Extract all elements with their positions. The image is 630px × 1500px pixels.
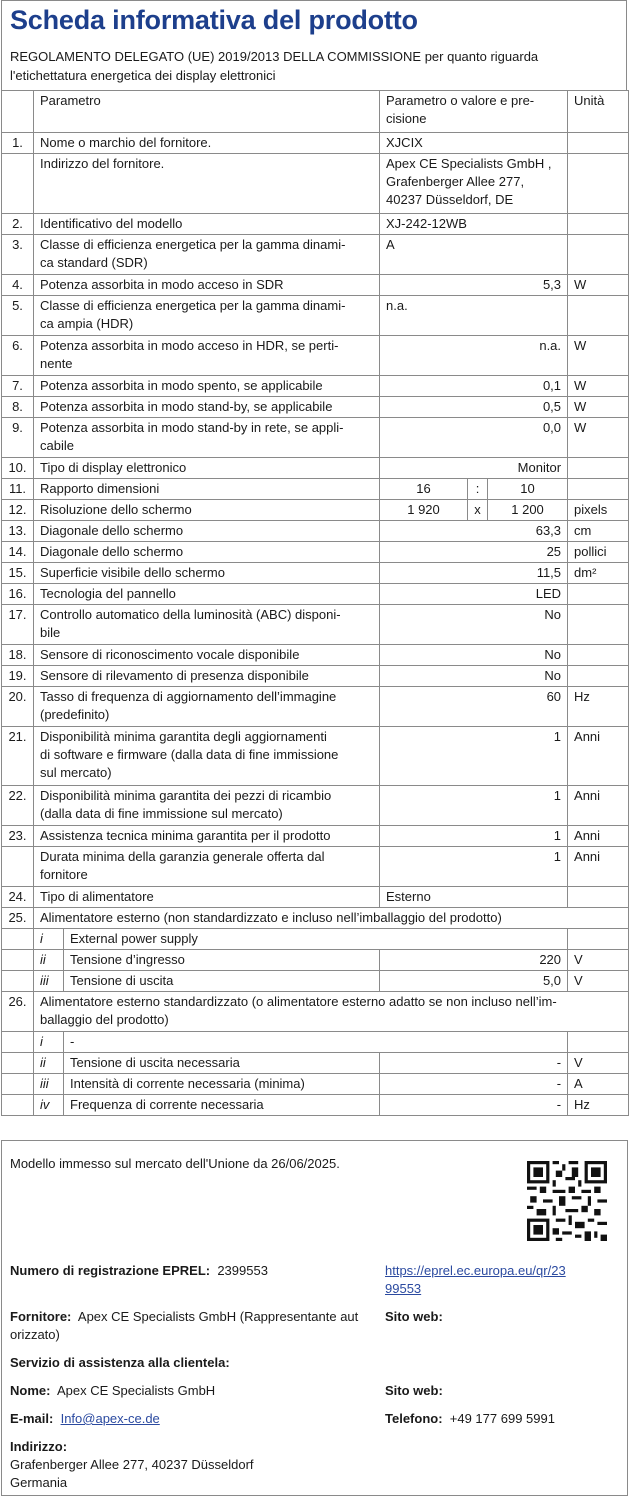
table-row: 26. Alimentatore esterno standardizzato (o alimentatore esterno adatto se non incluso nell’im- ballaggio del prodotto): [2, 992, 629, 1032]
table-row: 23. Assistenza tecnica minima garantita per il prodotto 1 Anni: [2, 826, 629, 847]
table-row: 18. Sensore di riconoscimento vocale disponibile No: [2, 645, 629, 666]
table-row: iv Frequenza di corrente necessaria - Hz: [2, 1095, 629, 1116]
parameters-table: [1, 90, 629, 1116]
market-date-text: Modello immesso sul mercato dell'Unione da 26/06/2025.: [10, 1156, 340, 1171]
table-row: 24. Tipo di alimentatore Esterno: [2, 887, 629, 908]
eprel-link[interactable]: https://eprel.ec.europa.eu/qr/23 99553: [385, 1263, 566, 1296]
table-row: 25. Alimentatore esterno (non standardizzato e incluso nell’imballaggio del prodotto): [2, 908, 629, 929]
table-row: 4. Potenza assorbita in modo acceso in SDR 5,3 W: [2, 275, 629, 296]
eprel-registration: Numero di registrazione EPREL: 2399553: [10, 1263, 268, 1278]
qr-code-icon[interactable]: [527, 1161, 607, 1241]
supplier-info: Fornitore: Apex CE Specialists GmbH (Rappresentante aut orizzato): [10, 1309, 359, 1342]
service-address: Indirizzo: Grafenberger Allee 277, 40237 Düsseldorf Germania: [10, 1439, 254, 1490]
supplier-info-box: [1, 1140, 628, 1496]
column-header-parameter: Parametro: [34, 91, 380, 133]
email-link[interactable]: Info@apex-ce.de: [60, 1411, 160, 1426]
table-row: Indirizzo del fornitore. Apex CE Specialists GmbH , Grafenberger Allee 277, 40237 Düsseldorf, DE: [2, 154, 629, 214]
page-title: Scheda informativa del prodotto: [10, 5, 418, 35]
supplier-website-label: Sito web:: [385, 1309, 443, 1324]
table-row: Durata minima della garanzia generale offerta dal fornitore 1 Anni: [2, 847, 629, 887]
table-row: 21. Disponibilità minima garantita degli aggiornamenti di software e firmware (dalla data di fine immissione sul mercato) 1 Anni: [2, 727, 629, 786]
regulation-subtitle: REGOLAMENTO DELEGATO (UE) 2019/2013 DELLA COMMISSIONE per quanto riguarda l'etichettatura energetica dei display elettronici: [10, 49, 539, 83]
table-row: 9. Potenza assorbita in modo stand-by in rete, se appli- cabile 0,0 W: [2, 418, 629, 458]
table-row: 11. Rapporto dimensioni 16 : 10: [2, 479, 629, 500]
table-row: 6. Potenza assorbita in modo acceso in HDR, se perti- nente n.a. W: [2, 336, 629, 376]
service-email: E-mail: Info@apex-ce.de: [10, 1411, 160, 1426]
table-header-row: [2, 91, 629, 133]
table-row: 10. Tipo di display elettronico Monitor: [2, 458, 629, 479]
sheet-header: [1, 0, 627, 90]
column-header-value: Parametro o valore e pre- cisione: [380, 91, 568, 133]
table-row: i External power supply: [2, 929, 629, 950]
table-row: 7. Potenza assorbita in modo spento, se applicabile 0,1 W: [2, 376, 629, 397]
table-row: 16. Tecnologia del pannello LED: [2, 584, 629, 605]
table-row: iii Intensità di corrente necessaria (minima) - A: [2, 1074, 629, 1095]
table-row: ii Tensione di uscita necessaria - V: [2, 1053, 629, 1074]
table-row: 2. Identificativo del modello XJ-242-12WB: [2, 214, 629, 235]
service-website-label: Sito web:: [385, 1383, 443, 1398]
table-row: 20. Tasso di frequenza di aggiornamento dell’immagine (predefinito) 60 Hz: [2, 687, 629, 727]
supplier-address-value: Apex CE Specialists GmbH , Grafenberger Allee 277, 40237 Düsseldorf, DE: [380, 154, 568, 214]
table-row: 19. Sensore di rilevamento di presenza disponibile No: [2, 666, 629, 687]
table-row: 3. Classe di efficienza energetica per la gamma dinami- ca standard (SDR) A: [2, 235, 629, 275]
table-row: 1. Nome o marchio del fornitore. XJCIX: [2, 133, 629, 154]
service-phone: Telefono: +49 177 699 5991: [385, 1411, 555, 1426]
customer-service-heading: Servizio di assistenza alla clientela:: [10, 1355, 230, 1370]
table-row: ii Tensione d’ingresso 220 V: [2, 950, 629, 971]
table-row: 8. Potenza assorbita in modo stand-by, se applicabile 0,5 W: [2, 397, 629, 418]
service-name: Nome: Apex CE Specialists GmbH: [10, 1383, 216, 1398]
eprel-number: 2399553: [217, 1263, 268, 1278]
table-row: i -: [2, 1032, 629, 1053]
table-row: 15. Superficie visibile dello schermo 11,5 dm²: [2, 563, 629, 584]
column-header-unit: Unità: [568, 91, 629, 133]
table-row: 22. Disponibilità minima garantita dei pezzi di ricambio (dalla data di fine immissione sul mercato) 1 Anni: [2, 786, 629, 826]
table-row: 13. Diagonale dello schermo 63,3 cm: [2, 521, 629, 542]
table-row: 12. Risoluzione dello schermo 1 920 x 1 200 pixels: [2, 500, 629, 521]
table-row: 14. Diagonale dello schermo 25 pollici: [2, 542, 629, 563]
table-row: 17. Controllo automatico della luminosità (ABC) disponi- bile No: [2, 605, 629, 645]
table-row: iii Tensione di uscita 5,0 V: [2, 971, 629, 992]
table-row: 5. Classe di efficienza energetica per la gamma dinami- ca ampia (HDR) n.a.: [2, 296, 629, 336]
